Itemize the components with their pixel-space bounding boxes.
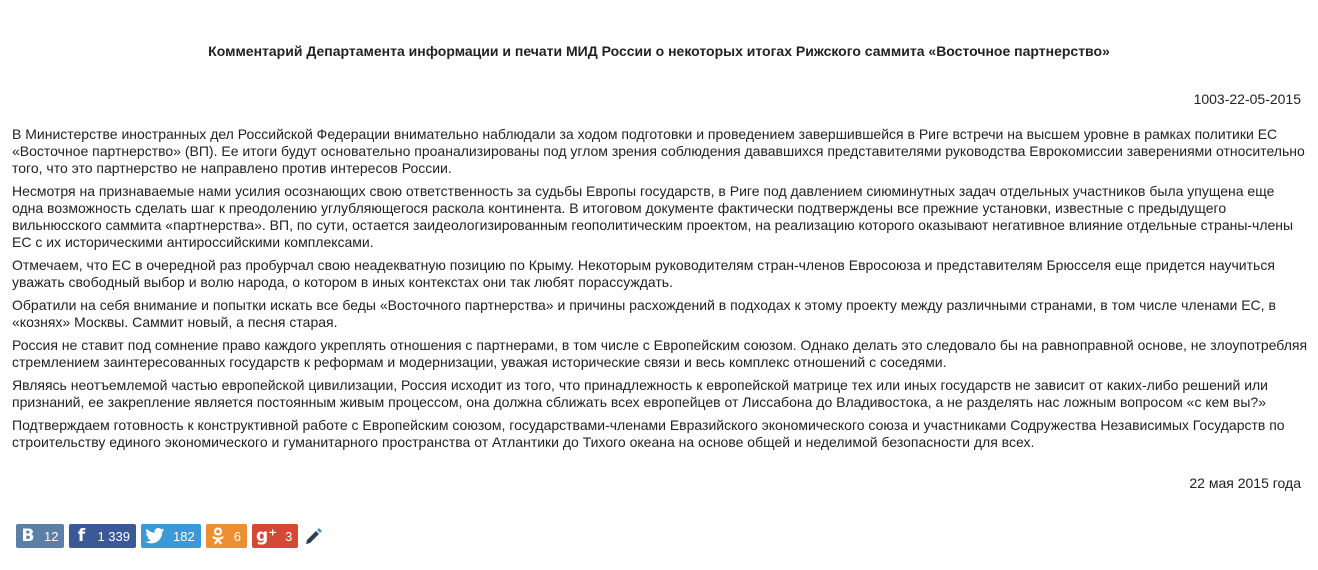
article-body [12, 126, 1308, 457]
vk-share-button[interactable] [16, 524, 64, 548]
paragraph: Отмечаем, что ЕС в очередной раз пробурчал свою неадекватную позицию по Крыму. Некоторым руководителям стран-членов Евросоюза и представителям Брюсселя еще придется научиться уважать свободный выбор и волю народа, о котором в иных контекстах они так любят порассуждать. [12, 257, 1275, 290]
facebook-share-button[interactable] [69, 524, 136, 548]
googleplus-share-count: 3 [285, 528, 293, 544]
paragraph: Являясь неотъемлемой частью европейской цивилизации, Россия исходит из того, что принадлежность к европейской матрице тех или иных государств не зависит от каких-либо решений или признаний, ее закрепление является постоянным живым процессом, она должна сближать всех европейцев от Лиссабона до Владивостока, а не разделять нас ложным вопросом «с кем вы?» [12, 377, 1269, 410]
page-title: Комментарий Департамента информации и печати МИД России о некоторых итогах Рижского саммита «Восточное партнерство» [208, 43, 1110, 59]
paragraph: Россия не ставит под сомнение право каждого укреплять отношения с партнерами, в том числе с Европейским союзом. Однако делать это следовало бы на равноправной основе, не злоупотребляя стремлением заинтересованных государств к реформам и модернизации, уважая исторические связи и весь комплекс отношений с соседями. [12, 337, 1308, 370]
vk-icon: В [21, 525, 35, 546]
twitter-share-button[interactable] [141, 524, 201, 548]
googleplus-share-button[interactable] [252, 524, 298, 548]
googleplus-icon: g⁺ [255, 525, 278, 546]
paragraph: Обратили на себя внимание и попытки искать все беды «Восточного партнерства» и причины расхождений в подходах к этому проекту между различными странами, в том числе членами ЕС, в «кознях» Москвы. Саммит новый, а песня старая. [12, 297, 1276, 330]
odnoklassniki-share-count: 6 [233, 528, 241, 544]
paragraph: Несмотря на признаваемые нами усилия осознающих свою ответственность за судьбы Европы государств, в Риге под давлением сиюминутных задач отдельных участников была упущена еще одна возможность сделать шаг к преодолению углубляющегося раскола континента. В итоговом документе фактически подтверждены все прежние установки, известные с предыдущего вильнюсского саммита «партнерства». ВП, по сути, остается заидеологизированным геополитическим проектом, на реализацию которого оказывают негативное влияние отдельные страны-члены ЕС с их историческими антироссийскими комплексами. [12, 183, 1294, 250]
edit-pencil-icon[interactable] [303, 524, 325, 548]
odnoklassniki-icon [206, 524, 230, 548]
share-bar [16, 524, 325, 548]
twitter-icon [141, 524, 169, 548]
paragraph: В Министерстве иностранных дел Российской Федерации внимательно наблюдали за ходом подготовки и проведением завершившейся в Риге встречи на высшем уровне в рамках политики ЕС «Восточное партнерство» (ВП). Ее итоги будут основательно проанализированы под углом зрения соблюдения дававшихся представителями руководства Еврокомиссии заверениями относительно того, что это партнерство не направлено против интересов России. [12, 126, 1305, 176]
vk-share-count: 12 [44, 528, 59, 544]
document-number: 1003-22-05-2015 [1193, 91, 1301, 107]
facebook-icon: f [77, 525, 86, 546]
facebook-share-count: 1 339 [97, 528, 131, 544]
odnoklassniki-share-button[interactable] [206, 524, 247, 548]
publication-date: 22 мая 2015 года [1189, 475, 1301, 491]
twitter-share-count: 182 [173, 528, 195, 544]
paragraph: Подтверждаем готовность к конструктивной работе с Европейским союзом, государствами-членами Евразийского экономического союза и участниками Содружества Независимых Государств по строительству единого экономического и гуманитарного пространства от Атлантики до Тихого океана на основе общей и неделимой безопасности для всех. [12, 417, 1285, 450]
